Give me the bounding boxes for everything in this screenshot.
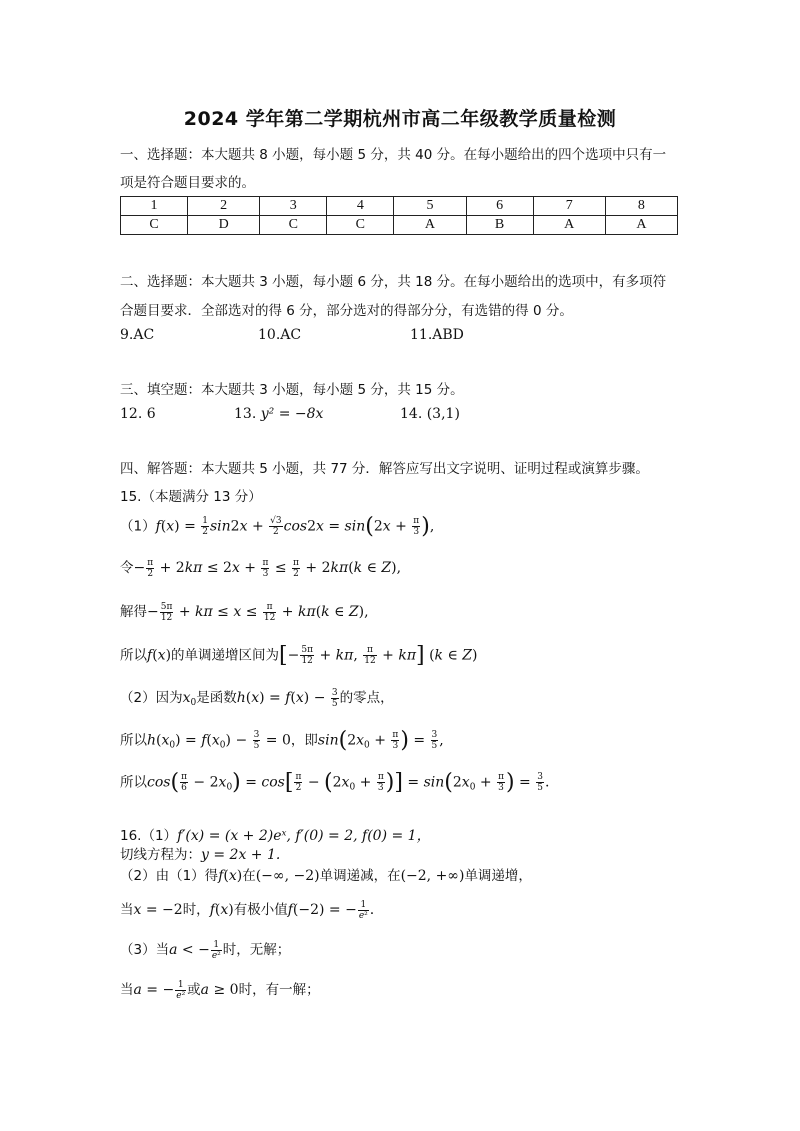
section2-instructions-line2: 合题目要求．全部选对的得 6 分，部分选对的得部分分，有选错的得 0 分。 xyxy=(120,303,573,319)
table-cell: A xyxy=(533,216,605,235)
q16-line3: （2）由（1）得f(x)在(−∞, −2)单调递减，在(−2, +∞)单调递增， xyxy=(120,868,532,884)
answer-13-label: 13. xyxy=(234,406,257,422)
q16-line1: 16.（1）f′(x) = (x + 2)eˣ, f′(0) = 2, f(0) = 1， xyxy=(120,828,431,844)
table-cell: C xyxy=(327,216,394,235)
table-cell: 2 xyxy=(188,197,260,216)
answer-14: 14. (3,1) xyxy=(400,406,460,422)
answer-12: 12. 6 xyxy=(120,406,156,422)
table-cell: 6 xyxy=(466,197,533,216)
table-cell: 1 xyxy=(121,197,188,216)
section3-header: 三、填空题：本大题共 3 小题，每小题 5 分，共 15 分。 xyxy=(120,382,464,398)
table-cell: 3 xyxy=(260,197,327,216)
answer-13-math: y² = −8x xyxy=(260,406,324,422)
q16-line6: 当a = − $\frac{1}{\text{e²}}$ 或a ≥ 0时，有一解； xyxy=(120,979,320,1001)
q15-line3: 解得− $\frac{5\pi}{12}$ + kπ ≤ x ≤ $\frac{\pi}{12}$ + kπ(k ∈ Z), xyxy=(120,601,369,623)
table-cell: 7 xyxy=(533,197,605,216)
section2-answer-9: 9.AC xyxy=(120,327,155,343)
table-cell: B xyxy=(466,216,533,235)
answer-row xyxy=(121,216,678,235)
section4-header: 四、解答题：本大题共 5 小题，共 77 分．解答应写出文字说明、证明过程或演算步骤。 xyxy=(120,461,649,477)
q16-line5: （3）当a < − $\frac{1}{\text{e²}}$ 时，无解； xyxy=(120,939,291,961)
page-title: 2024 学年第二学期杭州市高二年级教学质量检测 xyxy=(183,108,617,130)
answer-13 xyxy=(234,406,323,422)
section2-answer-10: 10.AC xyxy=(258,327,302,343)
section2-instructions-line1: 二、选择题：本大题共 3 小题，每小题 6 分，共 18 分。在每小题给出的选项中，有多项符 xyxy=(120,274,667,290)
table-cell: A xyxy=(394,216,466,235)
q15-line1: （1）f(x) = $\frac{1}{2}$ sin2x + $\frac{√3}{2}$ cos2x = sin(2x + $\frac{\pi}{3}$ ), xyxy=(120,514,435,539)
question-number-row xyxy=(121,197,678,216)
q15-line7: 所以cos( $\frac{\pi}{6}$ − $2x_0) = \cos$[ $\frac{\pi}{2}$ − ($2x_0$ + $\frac{\pi}{3}$ )] = $\sin(2x_0$ + $\frac{\pi}{3}$ ) = $\frac{3}{5}$ . xyxy=(120,770,550,795)
section2-answer-11: 11.ABD xyxy=(410,327,464,343)
q15-title: 15.（本题满分 13 分） xyxy=(120,489,262,505)
table-cell: 8 xyxy=(605,197,677,216)
q15-line6: 所以$h(x_0) = f(x_0)$ − $\frac{3}{5}$ = 0，即$\sin(2x_0$ + $\frac{\pi}{3}$ ) = $\frac{3}{5}$ , xyxy=(120,728,444,753)
section1-instructions-line1: 一、选择题：本大题共 8 小题，每小题 5 分，共 40 分。在每小题给出的四个选项中只有一 xyxy=(120,147,667,163)
q15-line2: 令− $\frac{\pi}{2}$ + 2kπ ≤ 2x + $\frac{\pi}{3}$ ≤ $\frac{\pi}{2}$ + 2kπ(k ∈ Z), xyxy=(120,557,402,579)
q16-line4: 当x = −2时，f(x)有极小值f(−2) = − $\frac{1}{\text{e²}}$ . xyxy=(120,899,375,921)
section1-instructions-line2: 项是符合题目要求的。 xyxy=(120,175,255,191)
table-cell: D xyxy=(188,216,260,235)
table-cell: C xyxy=(260,216,327,235)
table-cell: A xyxy=(605,216,677,235)
choice-answer-table xyxy=(120,196,678,235)
q15-line5: （2）因为$x_0$是函数h(x) = f(x) − $\frac{3}{5}$ 的零点， xyxy=(120,687,394,709)
table-cell: C xyxy=(121,216,188,235)
table-cell: 4 xyxy=(327,197,394,216)
q16-line2: 切线方程为：y = 2x + 1. xyxy=(120,847,281,863)
table-cell: 5 xyxy=(394,197,466,216)
q15-line4: 所以f(x)的单调递增区间为[− $\frac{5\pi}{12}$ + kπ, $\frac{\pi}{12}$ + kπ] (k ∈ Z) xyxy=(120,643,478,668)
